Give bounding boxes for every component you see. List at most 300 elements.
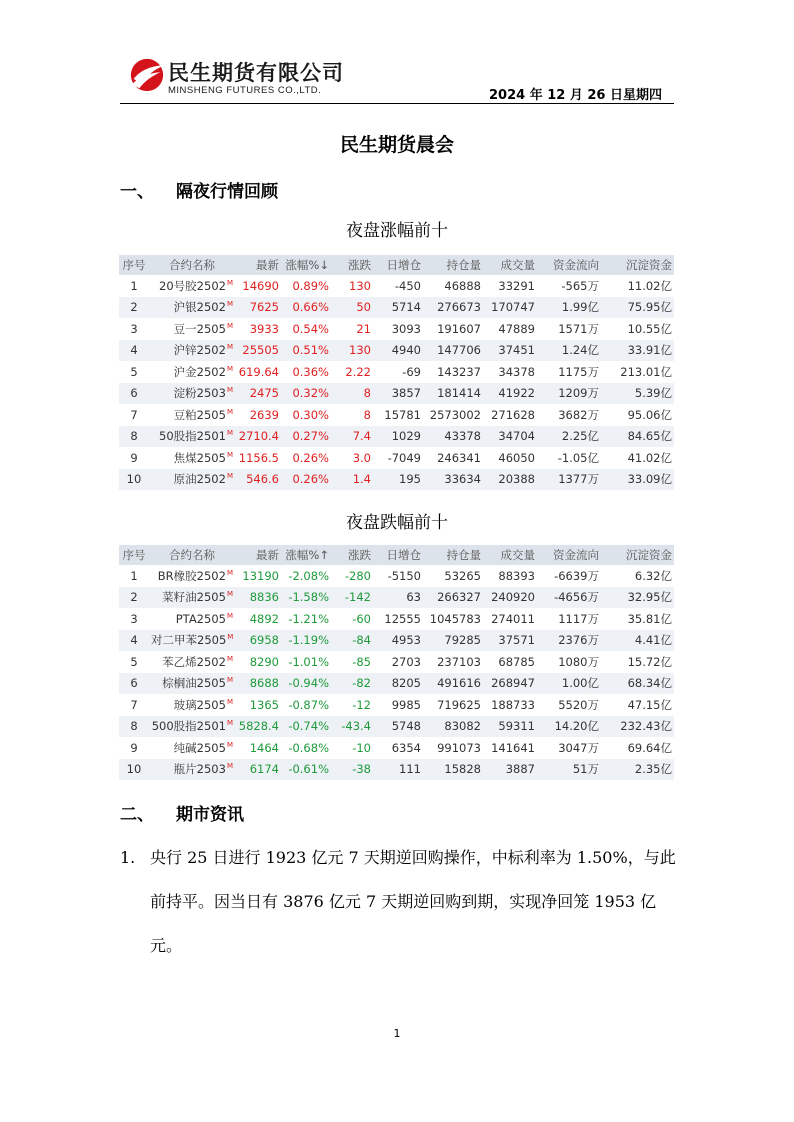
table-cell: -0.94% <box>281 673 331 695</box>
table-cell <box>149 361 235 383</box>
table-cell <box>149 275 235 297</box>
table-cell: 1080万 <box>558 654 599 669</box>
table-cell: -450 <box>394 278 421 293</box>
table-cell: 9985 <box>391 697 421 712</box>
table-cell: 3 <box>130 321 138 336</box>
table-cell: 63 <box>373 587 423 609</box>
table-cell: 1.00亿 <box>537 673 601 695</box>
table-cell: 246341 <box>437 450 481 465</box>
table-cell: -60 <box>352 611 371 626</box>
table-cell: -0.68% <box>288 740 329 755</box>
table-cell: 2.22 <box>345 364 371 379</box>
table-cell: 14.20亿 <box>537 716 601 738</box>
table-cell: 181414 <box>423 383 483 405</box>
column-header: 资金流向 <box>537 255 601 275</box>
table-cell: 8 <box>363 407 371 422</box>
table-cell: -280 <box>344 568 371 583</box>
table-cell: 68.34亿 <box>601 673 674 695</box>
table-cell: 8688 <box>235 673 281 695</box>
contract-name: BR橡胶2502 <box>157 568 226 583</box>
table-cell: 0.36% <box>292 364 329 379</box>
table-row <box>119 737 674 759</box>
table-cell: 1209万 <box>537 383 601 405</box>
table-cell: 3933 <box>249 321 279 336</box>
table-cell: 79285 <box>423 630 483 652</box>
table-cell: 8836 <box>235 587 281 609</box>
table-cell: 5714 <box>373 297 423 319</box>
section-heading-overnight <box>120 177 278 202</box>
table-cell: 37451 <box>483 340 537 362</box>
table-cell: 7 <box>130 697 138 712</box>
table-cell: 232.43亿 <box>601 716 674 738</box>
contract-name: 对二甲苯2505 <box>151 633 227 648</box>
losers-table-title: 夜盘跌幅前十 <box>346 513 448 533</box>
column-header: 涨幅%↓ <box>281 255 331 275</box>
table-cell: 15828 <box>423 759 483 781</box>
table-cell: -12 <box>352 697 371 712</box>
main-contract-marker: M <box>226 429 233 438</box>
table-cell: 11.02亿 <box>627 278 672 293</box>
contract-name: 棕榈油2505 <box>162 676 226 691</box>
table-cell: 3857 <box>373 383 423 405</box>
contract-name: 豆一2505 <box>173 321 226 336</box>
table-cell: 7 <box>130 407 138 422</box>
section-number: 二、 <box>120 805 154 825</box>
table-cell <box>149 565 235 587</box>
page-header <box>120 56 674 104</box>
table-cell: 5748 <box>373 716 423 738</box>
table-cell: 32.95亿 <box>601 587 674 609</box>
table-cell: 59311 <box>483 716 537 738</box>
table-cell: 41.02亿 <box>627 450 672 465</box>
table-cell: 4940 <box>373 340 423 362</box>
main-contract-marker: M <box>226 762 233 771</box>
table-cell: 0.54% <box>292 321 329 336</box>
table-row <box>119 565 674 587</box>
table-cell: 546.6 <box>235 469 281 491</box>
table-cell: 0.27% <box>281 426 331 448</box>
table-cell <box>149 404 235 426</box>
report-date: 2024 年 12 月 26 日星期四 <box>489 88 662 103</box>
table-cell <box>149 469 235 491</box>
table-cell: -0.61% <box>281 759 331 781</box>
company-name-cn: 民生期货有限公司 <box>168 61 344 85</box>
table-cell: 14690 <box>242 278 279 293</box>
table-cell: 7.4 <box>331 426 373 448</box>
table-cell: 35.81亿 <box>627 611 672 626</box>
table-cell: 1377万 <box>537 469 601 491</box>
table-cell: 51万 <box>537 759 601 781</box>
table-cell: 10 <box>119 469 149 491</box>
header-divider <box>120 103 674 104</box>
table-cell: 2.35亿 <box>601 759 674 781</box>
minsheng-logo-icon <box>128 56 166 94</box>
column-header: 涨跌 <box>331 255 373 275</box>
column-header: 沉淀资金 <box>601 255 674 275</box>
contract-name: 焦煤2505 <box>173 450 226 465</box>
losers-table <box>119 545 674 780</box>
main-contract-marker: M <box>226 611 233 620</box>
column-header: 序号 <box>119 255 149 275</box>
table-cell: 213.01亿 <box>620 364 672 379</box>
table-cell: 5 <box>130 364 138 379</box>
table-cell: 4 <box>119 630 149 652</box>
table-row <box>119 694 674 716</box>
table-cell: 15.72亿 <box>627 654 672 669</box>
table-cell: -1.19% <box>281 630 331 652</box>
table-cell: 1 <box>130 278 138 293</box>
table-row <box>119 340 674 362</box>
table-cell: 1045783 <box>429 611 481 626</box>
table-cell: 6 <box>119 673 149 695</box>
main-contract-marker: M <box>226 590 233 599</box>
table-cell: -43.4 <box>331 716 373 738</box>
contract-name: 苯乙烯2502 <box>162 654 226 669</box>
section-title: 隔夜行情回顾 <box>176 182 278 202</box>
table-row <box>119 651 674 673</box>
table-cell: 2703 <box>391 654 421 669</box>
table-cell: 0.26% <box>292 450 329 465</box>
table-cell: -5150 <box>387 568 421 583</box>
news-item <box>120 836 680 968</box>
table-cell: 12555 <box>384 611 421 626</box>
contract-name: 纯碱2505 <box>173 740 226 755</box>
table-cell: 46050 <box>498 450 535 465</box>
column-header: 日增仓 <box>373 255 423 275</box>
table-cell: 0.26% <box>281 469 331 491</box>
table-cell <box>149 383 235 405</box>
table-cell: 95.06亿 <box>627 407 672 422</box>
main-contract-marker: M <box>226 321 233 330</box>
table-cell: 0.51% <box>281 340 331 362</box>
table-cell: 69.64亿 <box>627 740 672 755</box>
table-cell: 2376万 <box>537 630 601 652</box>
table-row <box>119 447 674 469</box>
column-header: 最新 <box>235 255 281 275</box>
document-title: 民生期货晨会 <box>339 134 454 156</box>
table-cell: 33.09亿 <box>601 469 674 491</box>
contract-name: 20号胶2502 <box>159 278 226 293</box>
table-cell: 1175万 <box>558 364 599 379</box>
main-contract-marker: M <box>226 676 233 685</box>
column-header: 成交量 <box>483 255 537 275</box>
table-cell: 1117万 <box>558 611 599 626</box>
table-cell: 6174 <box>235 759 281 781</box>
section-title: 期市资讯 <box>176 805 244 825</box>
table-cell: 75.95亿 <box>601 297 674 319</box>
table-cell: 141641 <box>491 740 535 755</box>
table-cell <box>149 737 235 759</box>
column-header: 涨跌 <box>331 545 373 565</box>
main-contract-marker: M <box>227 633 234 642</box>
table-cell: 1365 <box>249 697 279 712</box>
table-cell <box>149 651 235 673</box>
table-cell: -85 <box>352 654 371 669</box>
table-cell: 68785 <box>498 654 535 669</box>
table-cell: 9 <box>130 450 138 465</box>
table-cell: 491616 <box>423 673 483 695</box>
table-cell: 276673 <box>423 297 483 319</box>
table-cell: -10 <box>352 740 371 755</box>
gainers-table <box>119 255 674 490</box>
table-row <box>119 361 674 383</box>
contract-name: PTA2505 <box>175 611 226 626</box>
table-cell <box>149 297 235 319</box>
contract-name: 沪银2502 <box>173 300 226 315</box>
table-cell: 1571万 <box>558 321 599 336</box>
table-cell: 8 <box>119 716 149 738</box>
column-header: 合约名称 <box>149 255 235 275</box>
table-cell: 43378 <box>423 426 483 448</box>
section-number: 一、 <box>120 182 154 202</box>
table-cell: 147706 <box>423 340 483 362</box>
table-cell: 34704 <box>483 426 537 448</box>
table-row <box>119 608 674 630</box>
contract-name: 玻璃2505 <box>173 697 226 712</box>
table-cell: -38 <box>331 759 373 781</box>
table-cell: 188733 <box>491 697 535 712</box>
table-cell: 1464 <box>249 740 279 755</box>
contract-name: 豆粕2505 <box>173 407 226 422</box>
table-cell: 53265 <box>444 568 481 583</box>
table-cell: 13190 <box>242 568 279 583</box>
table-cell: 2.25亿 <box>537 426 601 448</box>
contract-name: 500股指2501 <box>151 719 226 734</box>
column-header: 成交量 <box>483 545 537 565</box>
table-cell: -1.05亿 <box>557 450 599 465</box>
table-cell: 5 <box>130 654 138 669</box>
table-cell: 4 <box>119 340 149 362</box>
table-cell: 268947 <box>483 673 537 695</box>
table-cell: 130 <box>349 278 371 293</box>
table-row <box>119 587 674 609</box>
table-cell <box>149 759 235 781</box>
table-cell: 6958 <box>235 630 281 652</box>
table-cell: 619.64 <box>238 364 279 379</box>
main-contract-marker: M <box>226 740 233 749</box>
column-header: 持仓量 <box>423 545 483 565</box>
table-cell: 0.66% <box>281 297 331 319</box>
table-cell: 5.39亿 <box>601 383 674 405</box>
table-cell: 34378 <box>498 364 535 379</box>
table-row <box>119 716 674 738</box>
table-cell: 15781 <box>384 407 421 422</box>
main-contract-marker: M <box>226 278 233 287</box>
table-cell: -1.21% <box>288 611 329 626</box>
table-cell: 10 <box>119 759 149 781</box>
table-cell: 1.4 <box>331 469 373 491</box>
contract-name: 50股指2501 <box>159 429 226 444</box>
table-cell: 0.89% <box>292 278 329 293</box>
table-cell: 4953 <box>373 630 423 652</box>
table-cell: 4892 <box>249 611 279 626</box>
table-row <box>119 404 674 426</box>
table-cell: -4656万 <box>537 587 601 609</box>
table-cell: 266327 <box>423 587 483 609</box>
table-cell: 271628 <box>491 407 535 422</box>
contract-name: 沪金2502 <box>173 364 226 379</box>
table-row <box>119 469 674 491</box>
table-row <box>119 630 674 652</box>
table-cell <box>149 447 235 469</box>
table-cell: 130 <box>331 340 373 362</box>
table-cell: 2 <box>119 587 149 609</box>
table-cell: 5828.4 <box>235 716 281 738</box>
table-cell: -2.08% <box>288 568 329 583</box>
table-cell <box>149 318 235 340</box>
table-cell <box>149 716 235 738</box>
table-cell: -0.74% <box>281 716 331 738</box>
table-cell: 237103 <box>437 654 481 669</box>
table-cell: 3682万 <box>558 407 599 422</box>
main-contract-marker: M <box>226 719 233 728</box>
table-cell: 41922 <box>483 383 537 405</box>
column-header: 日增仓 <box>373 545 423 565</box>
table-cell: -0.87% <box>288 697 329 712</box>
table-row <box>119 759 674 781</box>
table-cell: 111 <box>373 759 423 781</box>
table-cell: 1029 <box>373 426 423 448</box>
table-cell: 3047万 <box>558 740 599 755</box>
table-cell: 50 <box>331 297 373 319</box>
table-cell <box>149 673 235 695</box>
company-name-en: MINSHENG FUTURES CO.,LTD. <box>168 85 322 96</box>
table-cell: 240920 <box>483 587 537 609</box>
section-heading-news <box>120 800 244 825</box>
table-cell: 3 <box>130 611 138 626</box>
table-cell: 47.15亿 <box>627 697 672 712</box>
table-cell: -1.01% <box>288 654 329 669</box>
main-contract-marker: M <box>226 654 233 663</box>
table-cell: 0.32% <box>281 383 331 405</box>
table-header-row <box>119 255 674 275</box>
column-header: 序号 <box>119 545 149 565</box>
table-cell <box>149 426 235 448</box>
table-cell <box>149 630 235 652</box>
column-header: 沉淀资金 <box>601 545 674 565</box>
table-cell: 20388 <box>483 469 537 491</box>
table-cell: 143237 <box>437 364 481 379</box>
table-cell: 719625 <box>437 697 481 712</box>
table-header-row <box>119 545 674 565</box>
column-header: 持仓量 <box>423 255 483 275</box>
table-cell: 88393 <box>498 568 535 583</box>
table-cell: 991073 <box>437 740 481 755</box>
gainers-table-title: 夜盘涨幅前十 <box>346 221 448 241</box>
table-cell: 1156.5 <box>238 450 279 465</box>
table-cell: 47889 <box>498 321 535 336</box>
table-cell: 3093 <box>391 321 421 336</box>
table-cell: 191607 <box>437 321 481 336</box>
table-cell: 8205 <box>373 673 423 695</box>
table-cell: 170747 <box>483 297 537 319</box>
table-cell: 8 <box>119 426 149 448</box>
table-cell: 7625 <box>235 297 281 319</box>
table-cell: -84 <box>331 630 373 652</box>
contract-name: 瓶片2503 <box>173 762 226 777</box>
table-cell: 10.55亿 <box>627 321 672 336</box>
table-cell: -82 <box>331 673 373 695</box>
contract-name: 淀粉2503 <box>173 386 226 401</box>
contract-name: 菜籽油2505 <box>162 590 226 605</box>
table-row <box>119 426 674 448</box>
table-cell: 2475 <box>235 383 281 405</box>
table-cell <box>149 587 235 609</box>
table-cell: 1.24亿 <box>537 340 601 362</box>
table-row <box>119 383 674 405</box>
news-text: 央行 25 日进行 1923 亿元 7 天期逆回购操作，中标利率为 1.50%，与此前持平。因当日有 3876 亿元 7 天期逆回购到期，实现净回笼 1953 亿元。 <box>150 848 676 955</box>
table-cell: 4.41亿 <box>601 630 674 652</box>
main-contract-marker: M <box>226 364 233 373</box>
table-cell: 6 <box>119 383 149 405</box>
table-cell: 3887 <box>483 759 537 781</box>
table-cell: 9 <box>130 740 138 755</box>
main-contract-marker: M <box>226 568 233 577</box>
table-cell: 25505 <box>235 340 281 362</box>
table-cell: 2710.4 <box>235 426 281 448</box>
main-contract-marker: M <box>226 450 233 459</box>
main-contract-marker: M <box>226 300 233 309</box>
table-cell <box>149 340 235 362</box>
table-cell: 37571 <box>483 630 537 652</box>
table-cell: 1.99亿 <box>537 297 601 319</box>
column-header: 合约名称 <box>149 545 235 565</box>
table-cell: -565万 <box>561 278 599 293</box>
table-cell: 8290 <box>249 654 279 669</box>
table-cell: -69 <box>402 364 421 379</box>
main-contract-marker: M <box>226 343 233 352</box>
main-contract-marker: M <box>226 697 233 706</box>
column-header: 涨幅%↑ <box>281 545 331 565</box>
table-cell <box>149 694 235 716</box>
table-row <box>119 275 674 297</box>
table-cell: 33634 <box>423 469 483 491</box>
table-cell: 274011 <box>491 611 535 626</box>
table-cell: 3.0 <box>352 450 371 465</box>
contract-name: 原油2502 <box>173 472 226 487</box>
column-header: 最新 <box>235 545 281 565</box>
table-cell: 6.32亿 <box>634 568 672 583</box>
column-header: 资金流向 <box>537 545 601 565</box>
table-cell: 2573002 <box>429 407 481 422</box>
table-cell: 0.30% <box>292 407 329 422</box>
main-contract-marker: M <box>226 386 233 395</box>
table-cell <box>149 608 235 630</box>
table-row <box>119 318 674 340</box>
table-cell: 2 <box>119 297 149 319</box>
table-cell: -6639万 <box>554 568 599 583</box>
table-cell: 2639 <box>249 407 279 422</box>
table-cell: 6354 <box>391 740 421 755</box>
table-row <box>119 673 674 695</box>
table-cell: -7049 <box>387 450 421 465</box>
table-cell: 8 <box>331 383 373 405</box>
contract-name: 沪锌2502 <box>173 343 226 358</box>
page-number: 1 <box>393 1027 401 1040</box>
table-row <box>119 297 674 319</box>
table-cell: 33.91亿 <box>601 340 674 362</box>
table-cell: 1 <box>130 568 138 583</box>
table-cell: 21 <box>356 321 371 336</box>
table-cell: 33291 <box>498 278 535 293</box>
table-cell: -142 <box>331 587 373 609</box>
main-contract-marker: M <box>226 407 233 416</box>
main-contract-marker: M <box>226 472 233 481</box>
news-index: 1. <box>120 848 136 867</box>
table-cell: 83082 <box>423 716 483 738</box>
table-cell: 5520万 <box>558 697 599 712</box>
table-cell: -1.58% <box>281 587 331 609</box>
